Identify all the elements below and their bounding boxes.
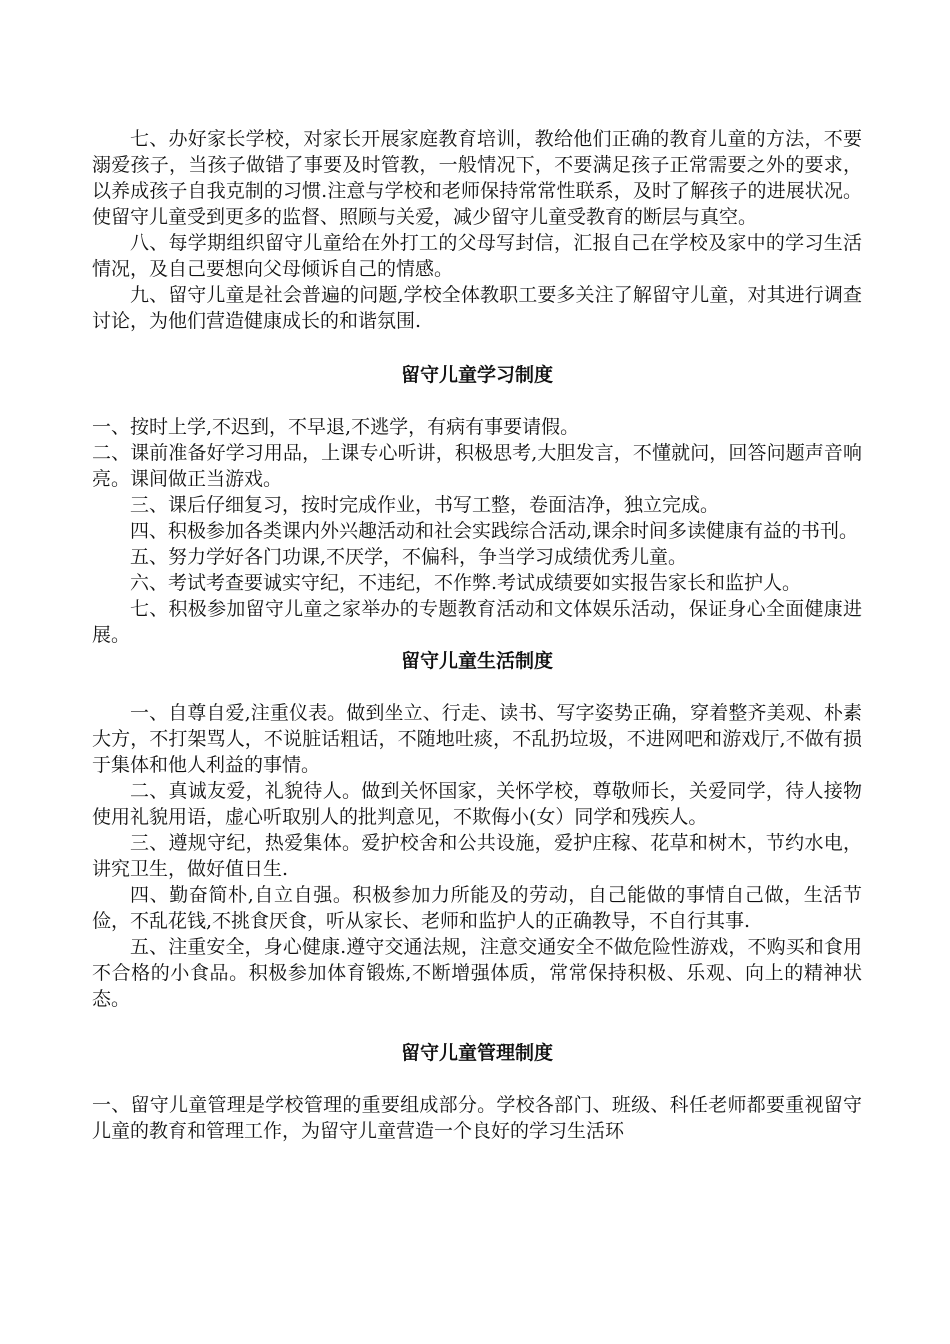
life-rules-title: 留守儿童生活制度 <box>400 650 553 672</box>
paragraph-nine: 九、留守儿童是社会普遍的问题,学校全体教职工要多关注了解留守儿童，对其进行调查讨论，为他们营造健康成长的和谐氛围. <box>92 284 862 332</box>
study-item-7: 七、积极参加留守儿童之家举办的专题教育活动和文体娱乐活动，保证身心全面健康进展。 <box>92 598 862 646</box>
management-rules-title: 留守儿童管理制度 <box>400 1042 553 1064</box>
life-item-5: 五、注重安全，身心健康.遵守交通法规，注意交通安全不做危险性游戏，不购买和食用不合格的小食品。积极参加体育锻炼,不断增强体质，常常保持积极、乐观、向上的精神状态。 <box>92 936 862 1010</box>
life-item-3: 三、遵规守纪，热爱集体。爱护校舍和公共设施，爱护庄稼、花草和树木，节约水电，讲究卫生，做好值日生. <box>92 832 862 880</box>
spacer <box>92 1012 862 1040</box>
spacer <box>92 388 862 414</box>
study-item-4: 四、积极参加各类课内外兴趣活动和社会实践综合活动,课余时间多读健康有益的书刊。 <box>130 520 859 542</box>
spacer <box>92 334 862 362</box>
document-body <box>92 126 862 1144</box>
management-item-1: 一、留守儿童管理是学校管理的重要组成部分。学校各部门、班级、科任老师都要重视留守儿童的教育和管理工作，为留守儿童营造一个良好的学习生活环 <box>92 1094 862 1142</box>
study-item-5: 五、努力学好各门功课,不厌学，不偏科，争当学习成绩优秀儿童。 <box>130 546 688 568</box>
life-item-2: 二、真诚友爱，礼貌待人。做到关怀国家，关怀学校，尊敬师长，关爱同学，待人接物使用礼貌用语，虚心听取别人的批判意见，不欺侮小(女）同学和残疾人。 <box>92 780 862 828</box>
study-item-1: 一、按时上学,不迟到，不早退,不逃学，有病有事要请假。 <box>92 416 580 438</box>
spacer <box>92 1066 862 1092</box>
paragraph-eight: 八、每学期组织留守儿童给在外打工的父母写封信，汇报自己在学校及家中的学习生活情况，及自己要想向父母倾诉自己的情感。 <box>92 232 862 280</box>
life-item-1: 一、自尊自爱,注重仪表。做到坐立、行走、读书、写字姿势正确，穿着整齐美观、朴素大方，不打架骂人，不说脏话粗话，不随地吐痰，不乱扔垃圾，不进网吧和游戏厅,不做有损于集体和他人利益的事情。 <box>92 702 862 776</box>
life-item-4: 四、勤奋简朴,自立自强。积极参加力所能及的劳动，自己能做的事情自己做，生活节俭，不乱花钱,不挑食厌食，听从家长、老师和监护人的正确教导，不自行其事. <box>92 884 862 932</box>
paragraph-seven: 七、办好家长学校，对家长开展家庭教育培训，教给他们正确的教育儿童的方法，不要溺爱孩子，当孩子做错了事要及时管教，一般情况下，不要满足孩子正常需要之外的要求，以养成孩子自我克制的习惯.注意与学校和老师保持常常性联系，及时了解孩子的进展状况。使留守儿童受到更多的监督、照顾与关爱，减少留守儿童受教育的断层与真空。 <box>92 128 862 228</box>
study-rules-title: 留守儿童学习制度 <box>400 364 553 386</box>
spacer <box>92 674 862 700</box>
study-item-3: 三、课后仔细复习，按时完成作业，书写工整，卷面洁净，独立完成。 <box>130 494 720 516</box>
study-item-2: 二、课前准备好学习用品，上课专心听讲，积极思考,大胆发言，不懂就问，回答问题声音响亮。课间做正当游戏。 <box>92 442 862 490</box>
study-item-6: 六、考试考查要诚实守纪，不违纪，不作弊.考试成绩要如实报告家长和监护人。 <box>130 572 802 594</box>
